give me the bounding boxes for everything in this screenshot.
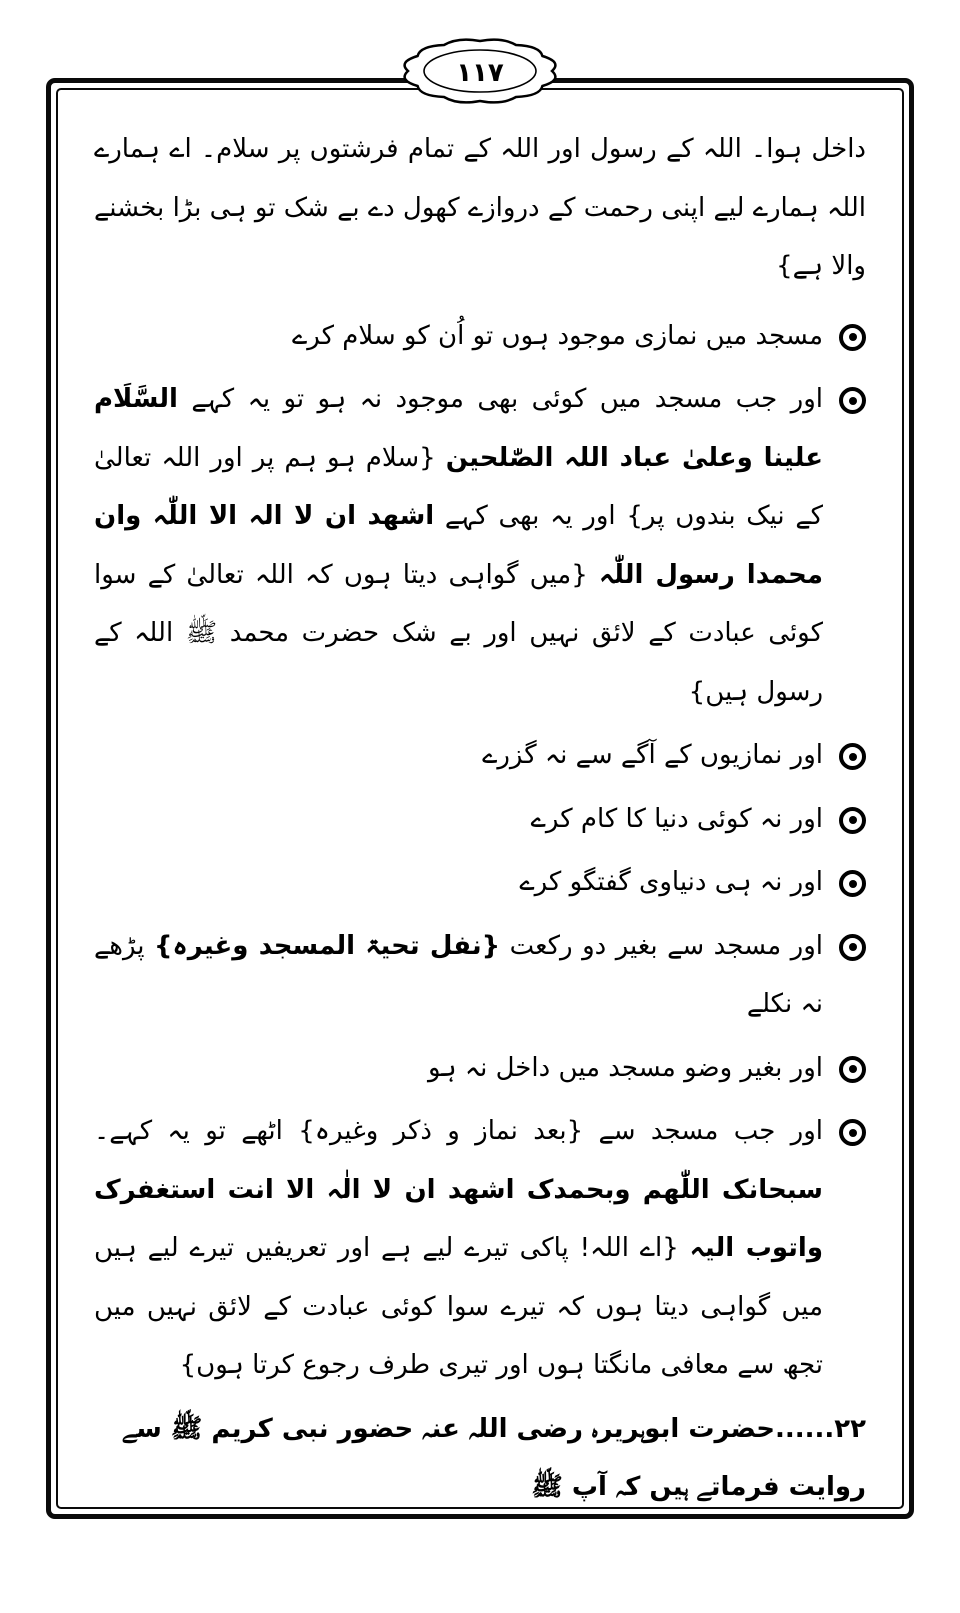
bullet-list: [94, 302, 866, 1400]
bullet-text: [94, 853, 823, 912]
page-number-ornament: [395, 34, 565, 108]
bullet-text: [94, 1039, 823, 1098]
urdu-text: {میں گواہی دیتا ہوں کہ اللہ تعالیٰ کے سوا کوئی عبادت کے لائق نہیں اور بے شک حضرت محمد ﷺ اللہ کے رسول ہیں}: [94, 559, 823, 707]
bullet-dot: [849, 880, 857, 888]
bullet-dot: [849, 816, 857, 824]
bullet-text: [94, 1102, 823, 1395]
hadith-entry-line: [94, 1400, 866, 1508]
page-border-inner: [56, 88, 904, 1509]
bullet-text: [94, 726, 823, 785]
arabic-phrase: اشھد ان لا الہ الا اللّٰہ وان محمدا رسول اللّٰہ: [94, 501, 823, 590]
bullet-text: [94, 307, 823, 366]
list-item: [94, 307, 866, 366]
list-item: [94, 853, 866, 912]
list-item: [94, 370, 866, 721]
urdu-text: اور نہ ہی دنیاوی گفتگو کرے: [519, 867, 823, 897]
urdu-text: اور نمازیوں کے آگے سے نہ گزرے: [482, 740, 823, 770]
bullet-dot: [849, 753, 857, 761]
urdu-text: اور جب مسجد سے {بعد نماز و ذکر وغیرہ} اٹھے تو یہ کہے۔: [94, 1116, 823, 1146]
bullet-target-icon: [839, 934, 866, 961]
urdu-text: اور نہ کوئی دنیا کا کام کرے: [530, 803, 823, 834]
bullet-target-icon: [839, 1056, 866, 1083]
urdu-text: اور بغیر وضو مسجد میں داخل نہ ہو: [427, 1052, 823, 1083]
bullet-text: [94, 370, 823, 721]
bullet-text: [94, 790, 823, 849]
list-item: [94, 1039, 866, 1098]
urdu-text: اور جب مسجد میں کوئی بھی موجود نہ ہو تو یہ کہے: [177, 384, 823, 414]
urdu-text: {سلام ہو ہم پر اور اللہ تعالیٰ کے نیک بندوں پر} اور یہ بھی کہے: [94, 442, 823, 531]
bullet-target-icon: [839, 807, 866, 834]
bullet-target-icon: [839, 324, 866, 351]
hadith-leader-dots: ......: [774, 1413, 835, 1444]
bullet-dot: [849, 1065, 857, 1073]
arabic-phrase: {نفل تحیۃ المسجد وغیرہ}: [154, 930, 501, 961]
hadith-text: حضرت ابوہریرہ رضی اللہ عنہ حضور نبی کریم ﷺ سے روایت فرماتے ہیں کہ آپ ﷺ: [122, 1413, 866, 1502]
bullet-target-icon: [839, 743, 866, 770]
list-item: [94, 790, 866, 849]
intro-paragraph: داخل ہوا۔ اللہ کے رسول اور اللہ کے تمام فرشتوں پر سلام۔ اے ہمارے اللہ ہمارے لیے اپنی رحمت کے دروازے کھول دے بے شک تو ہی بڑا بخشنے والا ہے}: [94, 134, 866, 281]
arabic-phrase: سبحانک اللّٰھم وبحمدک اشھد ان لا الٰہ الا انت استغفرک واتوب الیہ: [94, 1174, 824, 1263]
bullet-dot: [849, 397, 857, 405]
bullet-dot: [849, 943, 857, 951]
urdu-text: {اے اللہ! پاکی تیرے لیے ہے اور تعریفیں تیرے لیے ہیں میں گواہی دیتا ہوں کہ تیرے سوا کوئی عبادت کے لائق نہیں میں تجھ سے معافی مانگتا ہوں اور تیری طرف رجوع کرتا ہوں}: [94, 1233, 823, 1380]
bullet-target-icon: [839, 387, 866, 414]
list-item: [94, 917, 866, 1034]
page-border-outer: [46, 78, 914, 1519]
bullet-target-icon: [839, 870, 866, 897]
urdu-text: اور مسجد سے بغیر دو رکعت: [500, 930, 824, 961]
arabic-phrase: السَّلَام علینا وعلیٰ عباد اللہ الصّٰلحین: [94, 384, 823, 473]
bullet-text: [94, 917, 823, 1034]
page-number: ۱۱۷: [456, 58, 504, 88]
bullet-target-icon: [839, 1119, 866, 1146]
urdu-text: مسجد میں نمازی موجود ہوں تو اُن کو سلام کرے: [292, 320, 823, 351]
list-item: [94, 1102, 866, 1395]
list-item: [94, 726, 866, 785]
bullet-dot: [849, 1129, 857, 1137]
bullet-dot: [849, 333, 857, 341]
urdu-text: پڑھے نہ نکلے: [94, 930, 823, 1019]
hadith-number: ۲۲: [834, 1413, 866, 1444]
page-content: [58, 90, 902, 1507]
